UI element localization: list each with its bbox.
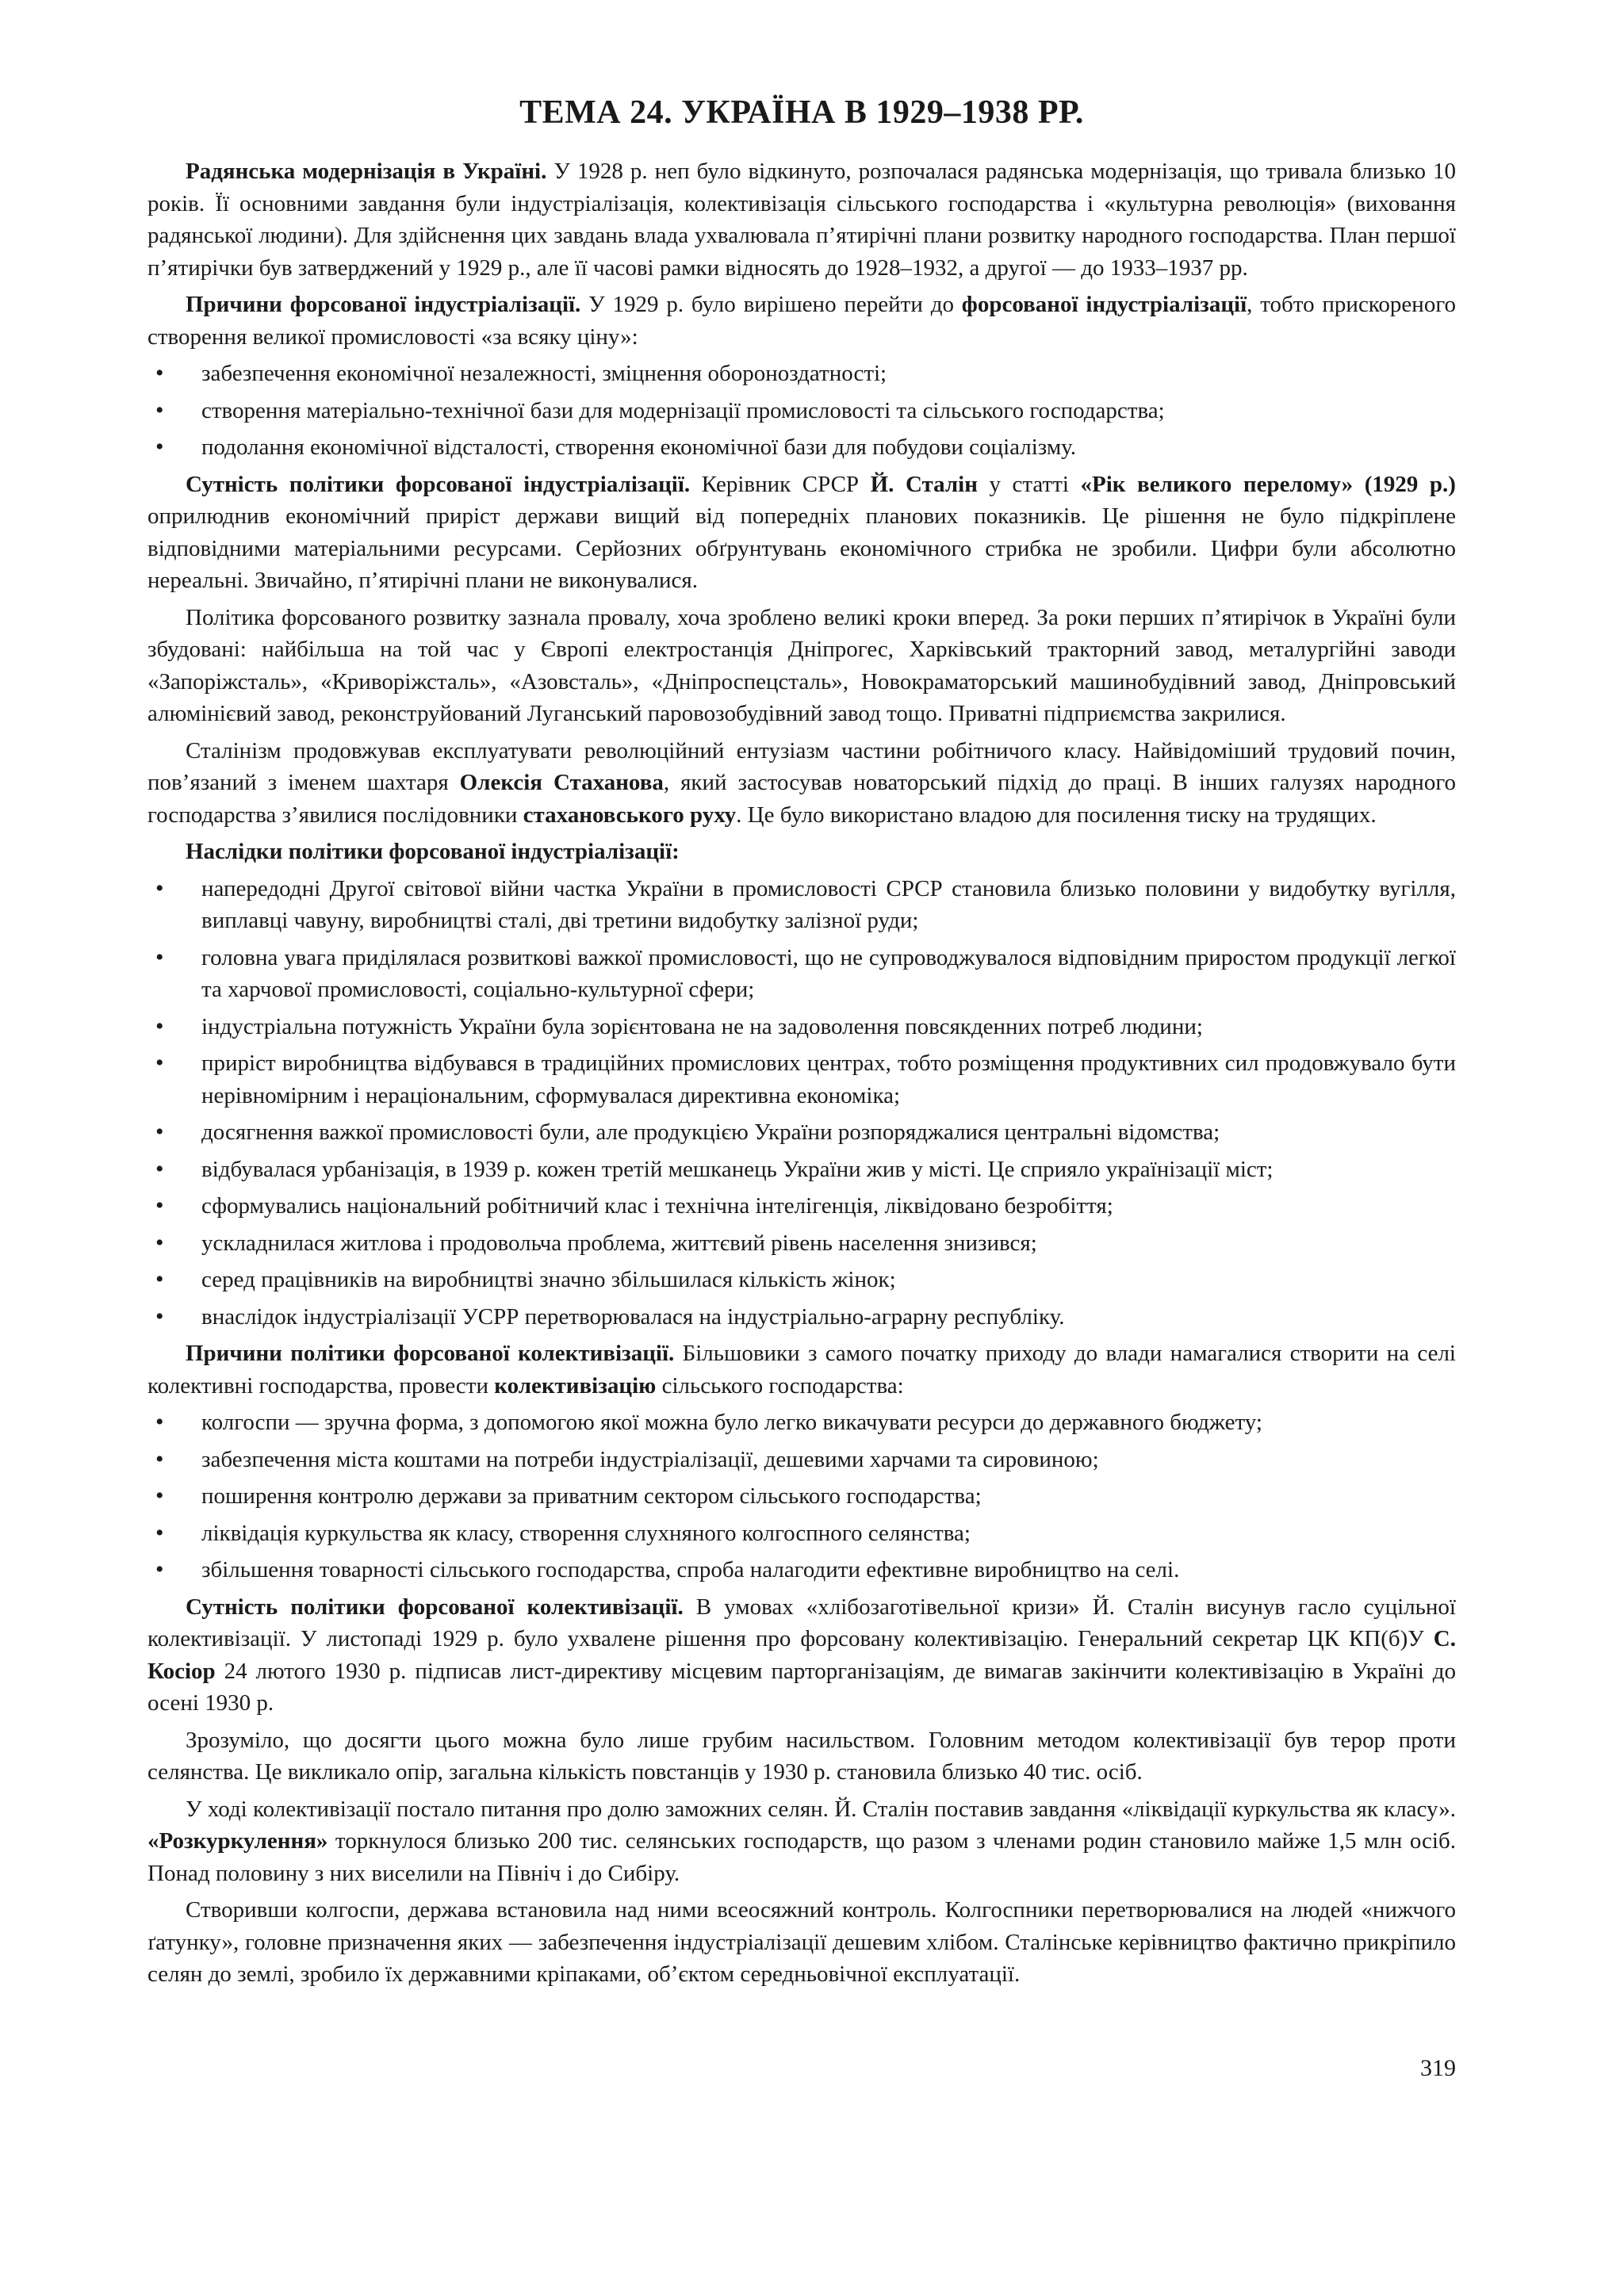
list-item: • створення матеріально-технічної бази для модернізації промисловості та сільського господарства; [201, 395, 1456, 427]
paragraph-lead: Причини політики форсованої колективізації. [186, 1341, 675, 1366]
paragraph-lead: Сутність політики форсованої індустріалізації. [186, 471, 691, 497]
paragraph-lead: Сутність політики форсованої колективізації. [186, 1594, 684, 1620]
list-item: • серед працівників на виробництві значно збільшилася кількість жінок; [201, 1264, 1456, 1296]
paragraph-lead: Радянська модернізація в Україні. [186, 159, 547, 184]
list-item: • збільшення товарності сільського господарства, спроба налагодити ефективне виробництво на селі. [201, 1554, 1456, 1586]
list-item: • досягнення важкої промисловості були, але продукцією України розпоряджалися центральні відомства; [201, 1116, 1456, 1149]
list-item: • відбувалася урбанізація, в 1939 р. кожен третій мешканець України жив у місті. Це сприяло українізації міст; [201, 1154, 1456, 1186]
list-item: • забезпечення міста коштами на потреби індустріалізації, дешевими харчами та сировиною; [201, 1444, 1456, 1476]
industrialization-reasons-list [147, 358, 1456, 464]
paragraph-violence: Зрозуміло, що досягти цього можна було лише грубим насильством. Головним методом колективізації був терор проти селянства. Це викликало опір, загальна кількість повстанців у 1930 р. становила близько 40 тис. осіб. [147, 1727, 1456, 1785]
paragraph-lead: Причини форсованої індустріалізації. [186, 292, 581, 317]
paragraph-industrialization-essence: Сутність політики форсованої індустріалізації. Керівник СРСР Й. Сталін у статті «Рік великого перелому» (1929 р.) оприлюднив економічний приріст держави вищий від попередніх планових показників. Це рішення не було підкріплене відповідними матеріальними ресурсами. Серйозних обґрунтувань економічного стрибка не зробили. Цифри були абсолютно нереальні. Звичайно, п’ятирічні плани не виконувалися. [147, 471, 1456, 593]
paragraph-forced-development: Політика форсованого розвитку зазнала провалу, хоча зроблено великі кроки вперед. За роки перших п’ятирічок в Україні були збудовані: найбільша на той час у Європі електростанція Дніпрогес, Харківський тракторний завод, металургійні заводи «Запоріжсталь», «Криворіжсталь», «Азовсталь», «Дніпроспецсталь», Новокраматорський машинобудівний завод, Дніпровський алюмінієвий завод, реконструйований Луганський паровозобудівний завод тощо. Приватні підприємства закрилися. [147, 604, 1456, 726]
industrialization-consequences-list [147, 873, 1456, 1334]
list-item: • приріст виробництва відбувався в традиційних промислових центрах, тобто розміщення продуктивних сил продовжувало бути нерівномірним і нераціональним, сформувалася директивна економіка; [201, 1047, 1456, 1112]
list-item: • напередодні Другої світової війни частка України в промисловості СРСР становила близько половини у видобутку вугілля, виплавці чавуну, виробництві сталі, дві третини видобутку залізної руди; [201, 873, 1456, 937]
paragraph-dekulakization: У ході колективізації постало питання про долю заможних селян. Й. Сталін поставив завдання «ліквідації куркульства як класу». «Розкуркулення» торкнулося близько 200 тис. селянських господарств, що разом з членами родин становило майже 1,5 млн осіб. Понад половину з них виселили на Північ і до Сибіру. [147, 1796, 1456, 1886]
paragraph-kolkhoz-control: Створивши колгоспи, держава встановила над ними всеосяжний контроль. Колгоспники перетворювалися на людей «нижчого ґатунку», головне призначення яких — забезпечення індустріалізації дешевим хлібом. Сталінське керівництво фактично прикріпило селян до землі, зробило їх державними кріпаками, об’єктом середньовічної експлуатації. [147, 1897, 1456, 1987]
paragraph-industrialization-reasons: Причини форсованої індустріалізації. У 1929 р. було вирішено перейти до форсованої індустріалізації, тобто прискореного створення великої промисловості «за всяку ціну»: [147, 292, 1456, 350]
list-item: • ускладнилася житлова і продовольча проблема, життєвий рівень населення знизився; [201, 1227, 1456, 1260]
list-item: • поширення контролю держави за приватним сектором сільського господарства; [201, 1480, 1456, 1513]
list-item: • індустріальна потужність України була зорієнтована не на задоволення повсякденних потреб людини; [201, 1011, 1456, 1043]
list-item: • ліквідація куркульства як класу, створення слухняного колгоспного селянства; [201, 1517, 1456, 1550]
list-item: • сформувались національний робітничий клас і технічна інтелігенція, ліквідовано безробіття; [201, 1190, 1456, 1223]
paragraph-collectivization-essence: Сутність політики форсованої колективізації. В умовах «хлібозаготівельної кризи» Й. Сталін висунув гасло суцільної колективізації. У листопаді 1929 р. було ухвалене рішення про форсовану колективізацію. Генеральний секретар ЦК КП(б)У С. Косіор 24 лютого 1930 р. підписав лист-директиву місцевим парторганізаціям, де вимагав закінчити колективізацію в Україні до осені 1930 р. [147, 1594, 1456, 1716]
paragraph-collectivization-reasons: Причини політики форсованої колективізації. Більшовики з самого початку приходу до влади намагалися створити на селі колективні господарства, провести колективізацію сільського господарства: [147, 1341, 1456, 1399]
paragraph-industrialization-consequences [147, 836, 1456, 868]
page-title: ТЕМА 24. УКРАЇНА В 1929–1938 РР. [519, 94, 1084, 131]
list-item: • колгоспи — зручна форма, з допомогою якої можна було легко викачувати ресурси до державного бюджету; [201, 1406, 1456, 1439]
document-body [147, 155, 1456, 1991]
paragraph-soviet-modernization: Радянська модернізація в Україні. У 1928 р. неп було відкинуто, розпочалася радянська модернізація, що тривала близько 10 років. Її основними завдання були індустріалізація, колективізація сільського господарства і «культурна революція» (виховання радянської людини). Для здійснення цих завдань влада ухвалювала п’ятирічні плани розвитку народного господарства. План першої п’ятирічки був затверджений у 1929 р., але її часові рамки відносять до 1928–1932, а другої — до 1933–1937 рр. [147, 159, 1456, 281]
paragraph-lead: Наслідки політики форсованої індустріалізації: [186, 839, 680, 864]
list-item: • забезпечення економічної незалежності, зміцнення обороноздатності; [201, 358, 1456, 390]
list-item: • головна увага приділялася розвиткові важкої промисловості, що не супроводжувалося відповідним приростом продукції легкої та харчової промисловості, соціально-культурної сфери; [201, 942, 1456, 1006]
paragraph-stakhanov: Сталінізм продовжував експлуатувати революційний ентузіазм частини робітничого класу. Найвідоміший трудовий почин, пов’язаний з іменем шахтаря Олексія Стаханова, який застосував новаторський підхід до праці. В інших галузях народного господарства з’явилися послідовники стахановського руху. Це було використано владою для посилення тиску на трудящих. [147, 737, 1456, 828]
page-number: 319 [1420, 2055, 1456, 2081]
list-item: • внаслідок індустріалізації УСРР перетворювалася на індустріально-аграрну республіку. [201, 1301, 1456, 1334]
collectivization-reasons-list [147, 1406, 1456, 1586]
list-item: • подолання економічної відсталості, створення економічної бази для побудови соціалізму. [201, 431, 1456, 464]
